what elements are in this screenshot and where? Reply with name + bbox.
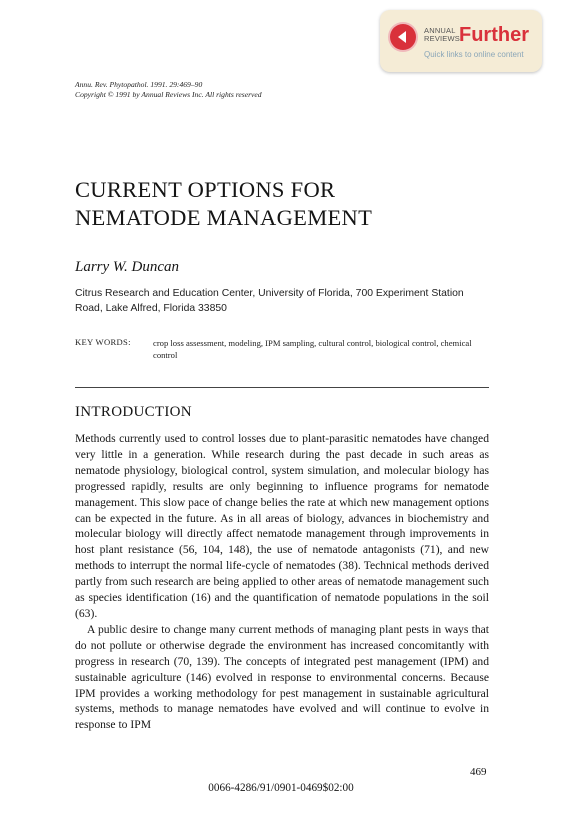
section-divider	[75, 387, 489, 388]
affiliation-line-2: Road, Lake Alfred, Florida 33850	[75, 303, 227, 314]
journal-citation: Annu. Rev. Phytopathol. 1991. 29:469–90	[75, 80, 203, 89]
author-name: Larry W. Duncan	[75, 259, 180, 275]
body-text	[75, 431, 489, 733]
journal-header	[75, 80, 262, 100]
article-title	[75, 176, 495, 232]
annual-reviews-further-banner[interactable]	[380, 10, 542, 72]
author-affiliation	[75, 286, 495, 316]
article-title-line-1: CURRENT OPTIONS FOR	[75, 177, 336, 202]
keywords-text: crop loss assessment, modeling, IPM sampling, cultural control, biological control, chemical control	[153, 338, 472, 360]
keywords-label: KEY WORDS:	[75, 337, 131, 347]
copyright-line: Copyright © 1991 by Annual Reviews Inc. All rights reserved	[75, 90, 262, 99]
paragraph-1: Methods currently used to control losses due to plant-parasitic nematodes have changed very little in a generation. While research during the past decade in such areas as nematode physiology, biological control, system simulation, and molecular biology has progressed rapidly, results are only beginning to influence programs for nematode management. This slow pace of change belies the rate at which new management options can be expected in the future. As in all areas of biology, advances in biochemistry and molecular biology will directly affect nematode management through improvements in host plant resistance (56, 104, 148), the use of nematode antagonists (71), and new methods to interrupt the normal life-cycle of nematodes (38). Technical methods derived partly from such research are being applied to other areas of nematode management such as species identification (16) and the quantification of nematode populations in the soil (63).	[75, 432, 489, 620]
paragraph-2: A public desire to change many current methods of managing plant pests in ways that do not pollute or otherwise degrade the environment has increased concomitantly with progress in research (70, 139). The concepts of integrated pest management (IPM) and sustainable agriculture (146) evolved in response to environmental concerns. Because IPM provides a working methodology for pest management in sustainable agricultural systems, methods to manage nematodes have evolved and will continue to evolve in response to IPM	[75, 622, 489, 732]
page-number: 469	[470, 766, 487, 778]
affiliation-line-1: Citrus Research and Education Center, University of Florida, 700 Experiment Station	[75, 288, 464, 299]
banner-annual-text: ANNUAL	[424, 26, 456, 35]
banner-further-label: Further	[459, 24, 529, 46]
article-code: 0066-4286/91/0901-0469$02:00	[208, 782, 354, 794]
banner-subtitle: Quick links to online content	[424, 50, 524, 59]
banner-reviews-text: REVIEWS	[424, 34, 460, 43]
section-heading: INTRODUCTION	[75, 404, 192, 420]
banner-annual-reviews-label	[424, 27, 460, 43]
article-title-line-2: NEMATODE MANAGEMENT	[75, 205, 373, 230]
play-arrow-icon	[390, 24, 416, 50]
